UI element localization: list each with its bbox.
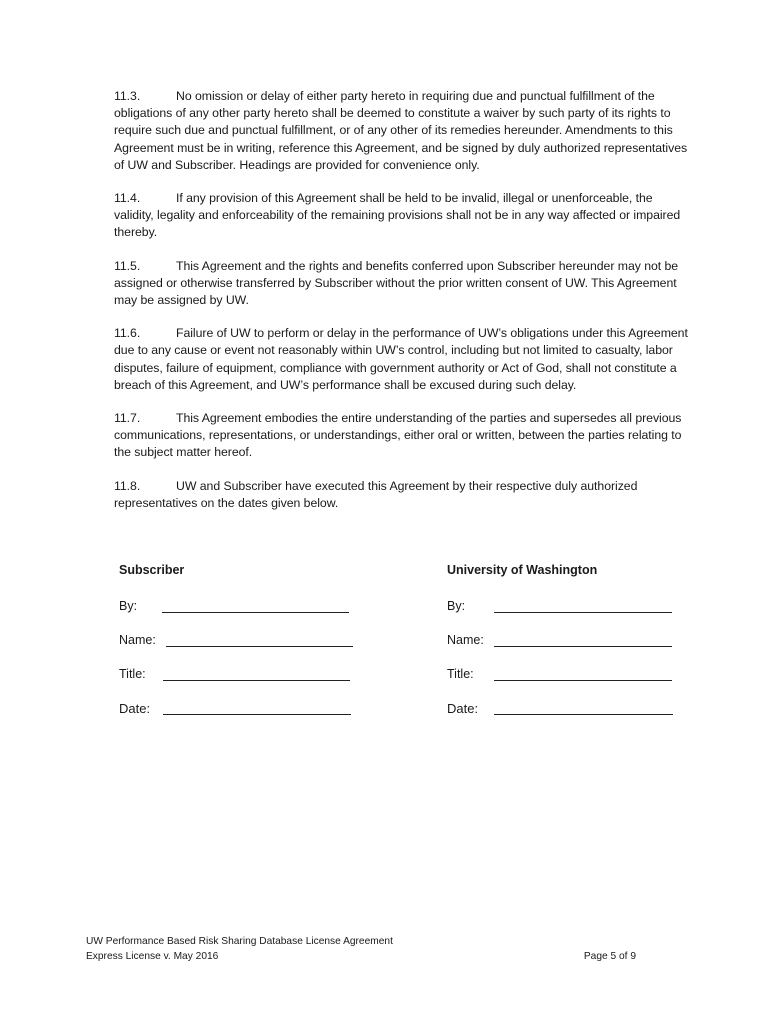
name-signature-line[interactable] <box>166 645 353 647</box>
signature-heading: Subscriber <box>119 563 185 577</box>
clauses-section <box>114 88 690 528</box>
signature-row-name <box>447 633 707 667</box>
clause-text: No omission or delay of either party hereto in requiring due and punctual fulfillment of the obligations of any other party hereto shall be deemed to constitute a waiver by such party of its rights to require such due and punctual fulfillment, or of any other of its remedies hereunder. Amendments to this Agreement must be in writing, reference this Agreement, and be signed by duly authorized representatives of UW and Subscriber. Headings are provided for convenience only. <box>114 89 688 172</box>
page-footer <box>86 934 646 964</box>
by-signature-line[interactable] <box>162 611 349 613</box>
signature-row-date <box>119 701 379 735</box>
clause-number: 11.7. <box>114 411 141 426</box>
field-label: Date: <box>119 701 151 716</box>
signature-row-date <box>447 701 707 735</box>
field-label: Name: <box>119 633 156 647</box>
field-label: By: <box>447 599 466 613</box>
clause-number: 11.4. <box>114 191 141 206</box>
field-label: Date: <box>447 701 479 716</box>
footer-title: UW Performance Based Risk Sharing Database License Agreement <box>86 936 393 947</box>
page-number: Page 5 of 9 <box>583 951 636 962</box>
name-signature-line[interactable] <box>494 645 672 647</box>
clause-11-8 <box>114 478 690 512</box>
clause-number: 11.5. <box>114 258 141 273</box>
title-signature-line[interactable] <box>494 679 672 681</box>
clause-11-4 <box>114 190 690 242</box>
clause-text: This Agreement and the rights and benefits conferred upon Subscriber hereunder may not be assigned or otherwise transferred by Subscriber without the prior written consent of UW. This Agreement may be assigned by UW. <box>114 258 679 308</box>
field-label: Name: <box>447 633 484 647</box>
clause-number: 11.3. <box>114 89 141 103</box>
field-label: By: <box>119 599 138 613</box>
clause-text: Failure of UW to perform or delay in the performance of UW’s obligations under this Agreement due to any cause or event not reasonably within UW’s control, including but not limited to casualty, labor disputes, failure of equipment, compliance with government authority or Act of God, shall not constitute a breach of this Agreement, and UW’s performance shall be excused during such delay. <box>114 326 688 392</box>
field-label: Title: <box>119 667 146 681</box>
field-label: Title: <box>447 667 474 681</box>
footer-version: Express License v. May 2016 <box>86 951 219 962</box>
clause-text: This Agreement embodies the entire understanding of the parties and supersedes all previous communications, representations, or understandings, either oral or written, between the parties relating to the subject matter hereof. <box>114 411 682 460</box>
clause-text: If any provision of this Agreement shall be held to be invalid, illegal or unenforceable, the validity, legality and enforceability of the remaining provisions shall not be in any way affected or impaired thereby. <box>114 191 681 240</box>
signature-row-by <box>119 599 379 633</box>
signature-row-title <box>447 667 707 701</box>
clause-number: 11.8. <box>114 478 141 493</box>
clause-11-7 <box>114 410 690 462</box>
signature-row-name <box>119 633 379 667</box>
clause-number: 11.6. <box>114 326 141 341</box>
clause-11-3 <box>114 88 690 174</box>
by-signature-line[interactable] <box>494 611 672 613</box>
clause-11-6 <box>114 325 690 394</box>
signature-heading: University of Washington <box>447 563 598 577</box>
title-signature-line[interactable] <box>163 679 350 681</box>
signature-row-title <box>119 667 379 701</box>
uw-signature-block <box>447 563 707 735</box>
signature-row-by <box>447 599 707 633</box>
date-signature-line[interactable] <box>163 713 351 715</box>
clause-11-5 <box>114 258 690 310</box>
clause-text: UW and Subscriber have executed this Agreement by their respective duly authorized representatives on the dates given below. <box>114 478 638 510</box>
subscriber-signature-block <box>119 563 379 735</box>
date-signature-line[interactable] <box>494 713 673 715</box>
